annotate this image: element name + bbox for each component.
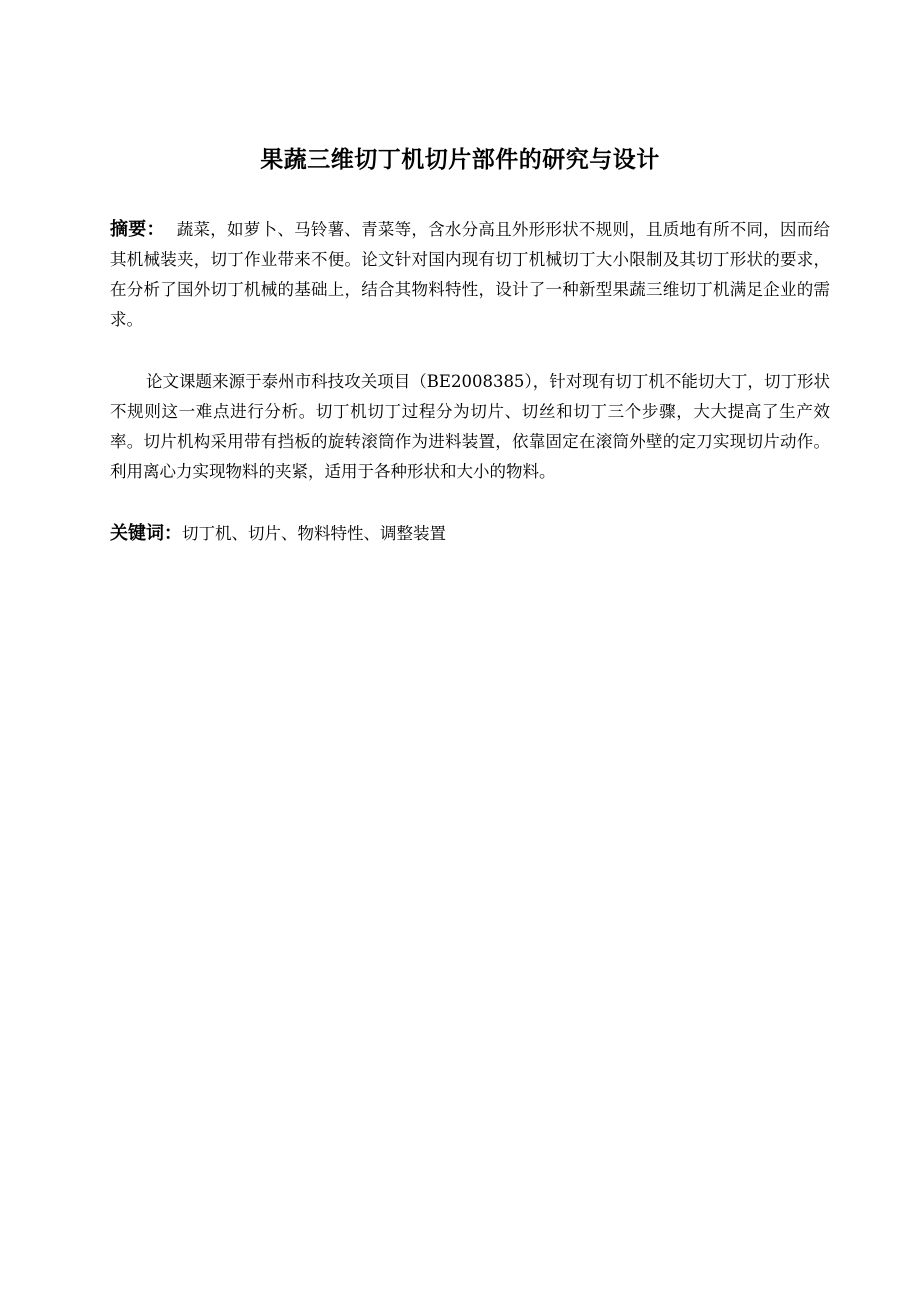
abstract-text-1: 蔬菜，如萝卜、马铃薯、青菜等，含水分高且外形形状不规则，且质地有所不同，因而给其机械装夹，切丁作业带来不便。论文针对国内现有切丁机械切丁大小限制及其切丁形状的要求，在分析了国外切丁机械的基础上，结合其物料特性，设计了一种新型果蔬三维切丁机满足企业的需求。 xyxy=(110,220,831,329)
abstract-paragraph-2: 论文课题来源于泰州市科技攻关项目（BE2008385），针对现有切丁机不能切大丁，切丁形状不规则这一难点进行分析。切丁机切丁过程分为切片、切丝和切丁三个步骤，大大提高了生产效率。切片机构采用带有挡板的旋转滚筒作为进料装置，依靠固定在滚筒外壁的定刀实现切片动作。利用离心力实现物料的夹紧，适用于各种形状和大小的物料。 xyxy=(110,372,830,481)
paper-title: 果蔬三维切丁机切片部件的研究与设计 xyxy=(260,147,660,173)
keywords-label: 关键词： xyxy=(110,523,182,544)
abstract-paragraph-1 xyxy=(110,215,830,335)
keywords-text: 切丁机、切片、物料特性、调整装置 xyxy=(182,524,446,543)
keywords-line xyxy=(110,519,830,549)
abstract-label: 摘要： xyxy=(110,219,165,240)
